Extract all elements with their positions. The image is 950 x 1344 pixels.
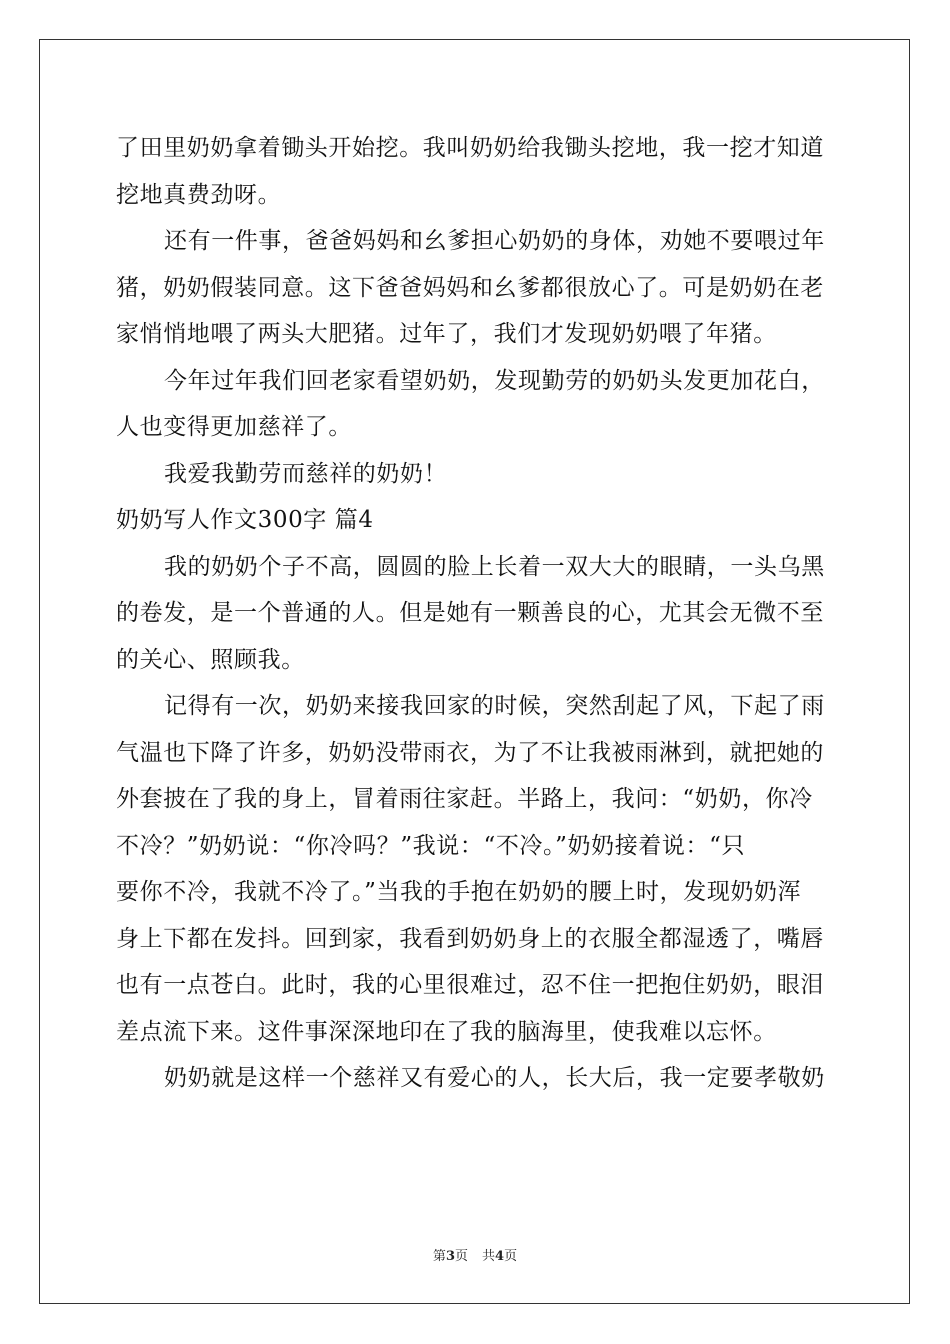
section-heading: 奶奶写人作文300字 篇4 — [116, 507, 374, 533]
text-line: 差点流下来。这件事深深地印在了我的脑海里，使我难以忘怀。 — [116, 1018, 777, 1045]
text-line: 我爱我勤劳而慈祥的奶奶！ — [164, 460, 448, 487]
text-line: 的关心、照顾我。 — [116, 646, 305, 673]
page-prefix: 第 — [432, 1249, 446, 1264]
total-prefix: 共 — [482, 1249, 496, 1264]
text-line: 的卷发，是一个普通的人。但是她有一颗善良的心，尤其会无微不至 — [116, 600, 824, 626]
text-line: 人也变得更加慈祥了。 — [116, 414, 352, 440]
total-pages: 4 — [495, 1249, 505, 1264]
text-line: 猪，奶奶假装同意。这下爸爸妈妈和幺爹都很放心了。可是奶奶在老 — [116, 274, 824, 301]
page-suffix: 页 — [454, 1249, 468, 1264]
text-line: 不冷？”奶奶说：“你冷吗？”我说：“不冷。”奶奶接着说：“只 — [116, 832, 746, 859]
text-line: 挖地真费劲呀。 — [116, 181, 282, 208]
text-line: 记得有一次，奶奶来接我回家的时候，突然刮起了风，下起了雨 — [164, 693, 825, 719]
text-line: 气温也下降了许多，奶奶没带雨衣，为了不让我被雨淋到，就把她的 — [116, 739, 824, 766]
text-line: 了田里奶奶拿着锄头开始挖。我叫奶奶给我锄头挖地，我一挖才知道 — [116, 135, 824, 161]
text-line: 我的奶奶个子不高，圆圆的脸上长着一双大大的眼睛，一头乌黑 — [164, 553, 825, 580]
text-line: 身上下都在发抖。回到家，我看到奶奶身上的衣服全都湿透了，嘴唇 — [116, 925, 824, 952]
text-line: 还有一件事，爸爸妈妈和幺爹担心奶奶的身体，劝她不要喂过年 — [164, 228, 825, 254]
page-footer — [0, 1245, 950, 1264]
document-body — [116, 125, 836, 1102]
text-line: 今年过年我们回老家看望奶奶，发现勤劳的奶奶头发更加花白， — [164, 367, 825, 394]
text-line: 要你不冷，我就不冷了。”当我的手抱在奶奶的腰上时，发现奶奶浑 — [116, 879, 802, 905]
page-number: 3 — [445, 1249, 455, 1264]
text-line: 也有一点苍白。此时，我的心里很难过，忍不住一把抱住奶奶，眼泪 — [116, 972, 824, 998]
total-suffix: 页 — [504, 1249, 518, 1264]
text-line: 外套披在了我的身上，冒着雨往家赶。半路上，我问：“奶奶，你冷 — [116, 786, 813, 812]
text-line: 奶奶就是这样一个慈祥又有爱心的人，长大后，我一定要孝敬奶 — [164, 1065, 825, 1091]
text-line: 家悄悄地喂了两头大肥猪。过年了，我们才发现奶奶喂了年猪。 — [116, 321, 777, 347]
